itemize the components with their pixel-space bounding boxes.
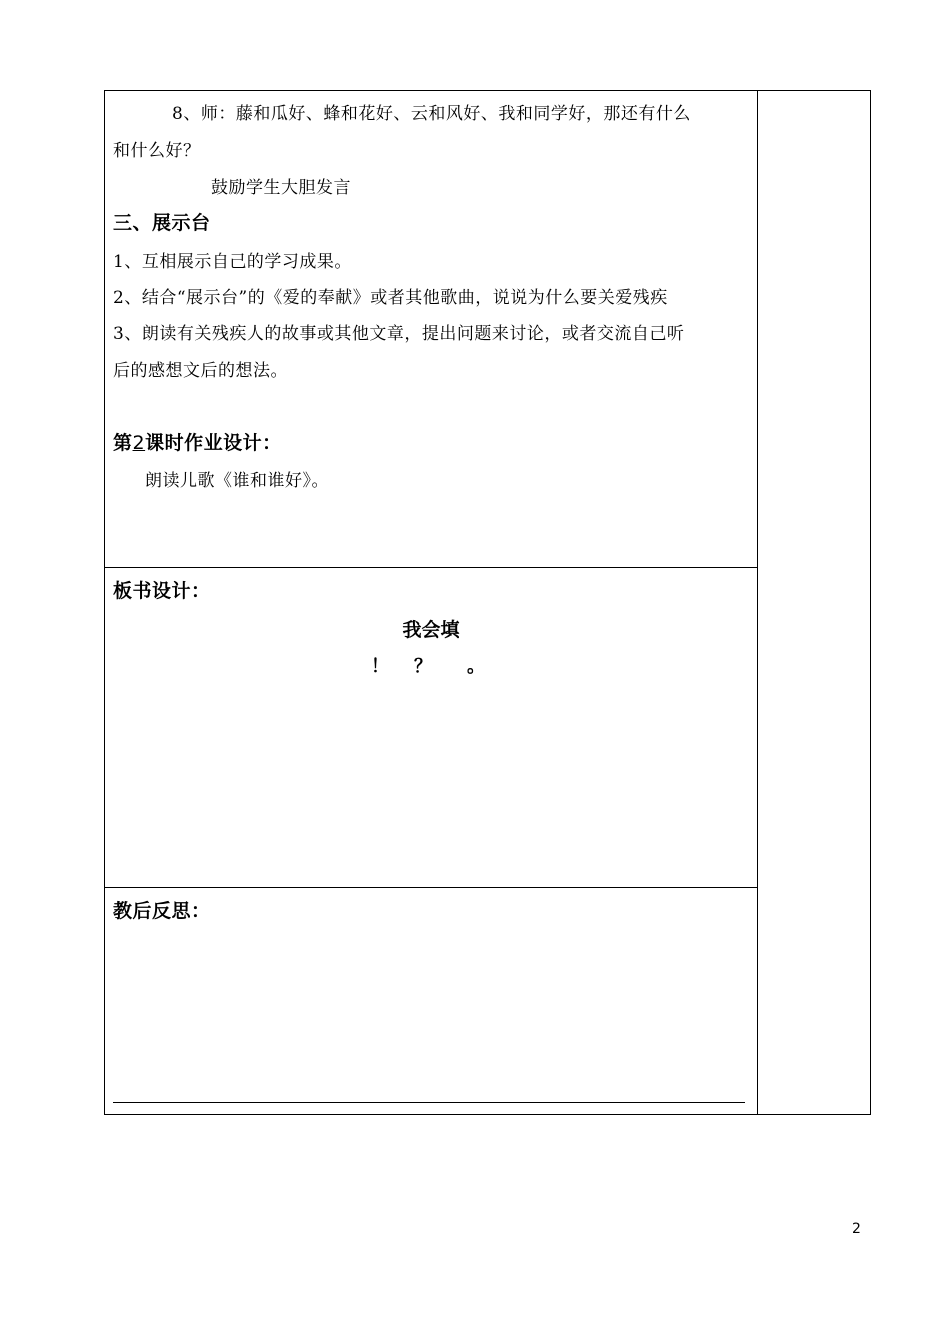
board-mark-exclamation: ！ bbox=[371, 656, 389, 677]
section3-item2: 2、结合“展示台”的《爱的奉献》或者其他歌曲，说说为什么要关爱残疾 bbox=[113, 288, 668, 308]
section3-item3-line1: 3、朗读有关残疾人的故事或其他文章，提出问题来讨论，或者交流自己听 bbox=[113, 324, 685, 344]
section3-item3-line2: 后的感想文后的想法。 bbox=[113, 361, 288, 381]
board-title: 我会填 bbox=[402, 619, 460, 641]
encourage-note: 鼓励学生大胆发言 bbox=[211, 178, 351, 198]
board-mark-question: ？ bbox=[414, 656, 432, 677]
homework-prefix: 第 bbox=[113, 432, 133, 454]
reflection-label: 教后反思： bbox=[113, 900, 211, 922]
board-design-label: 板书设计： bbox=[113, 580, 211, 602]
homework-suffix: 课时作业设计： bbox=[145, 432, 282, 454]
homework-text: 朗读儿歌《谁和谁好》。 bbox=[145, 471, 329, 491]
homework-number: 2 bbox=[132, 432, 146, 454]
lesson-table bbox=[104, 90, 871, 1115]
section3-title: 三、展示台 bbox=[113, 212, 211, 234]
homework-heading bbox=[113, 432, 282, 454]
section3-item1: 1、互相展示自己的学习成果。 bbox=[113, 252, 352, 272]
item8-line2: 和什么好？ bbox=[113, 141, 201, 161]
page-number: 2 bbox=[852, 1221, 861, 1237]
board-mark-period: 。 bbox=[467, 656, 485, 677]
column-divider bbox=[757, 90, 758, 1115]
row-divider-board bbox=[104, 567, 758, 568]
reflection-writing-line bbox=[113, 1102, 745, 1103]
item8-line1: 8、师：藤和瓜好、蜂和花好、云和风好、我和同学好，那还有什么 bbox=[172, 104, 691, 124]
row-divider-reflection bbox=[104, 887, 758, 888]
